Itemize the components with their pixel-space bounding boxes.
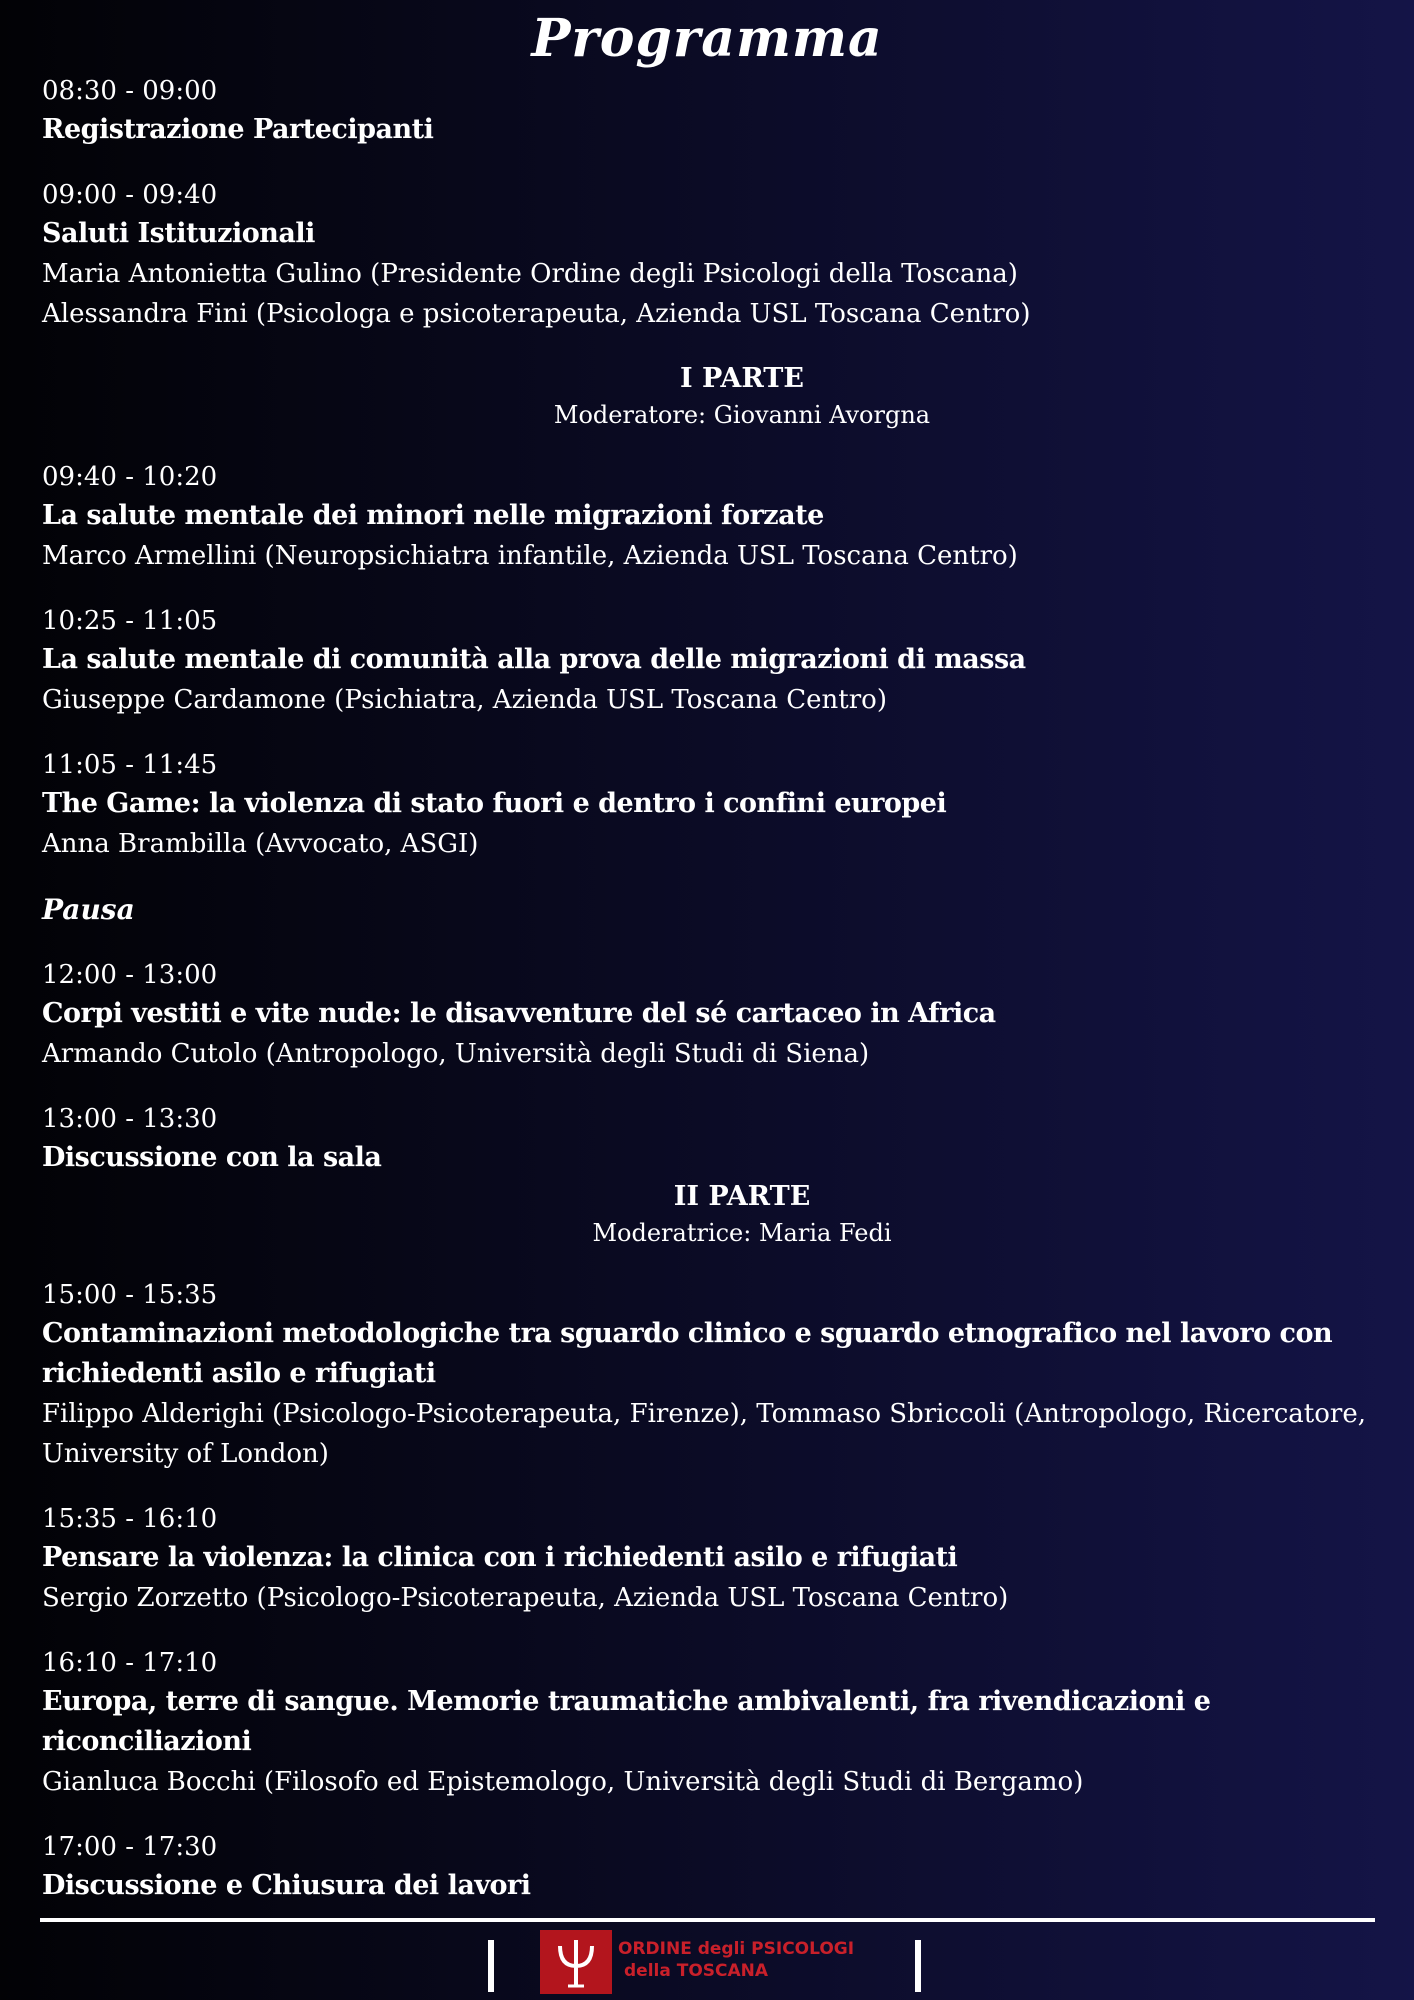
session-title: Pensare la violenza: la clinica con i richiedenti asilo e rifugiati bbox=[42, 1542, 958, 1573]
session-speaker: Armando Cutolo (Antropologo, Università degli Studi di Siena) bbox=[42, 1039, 870, 1069]
session-title: Discussione con la sala bbox=[42, 1142, 382, 1173]
logo-line-2: della TOSCANA bbox=[624, 1961, 769, 1981]
session-speaker: Sergio Zorzetto (Psicologo-Psicoterapeuta, Azienda USL Toscana Centro) bbox=[42, 1583, 1009, 1613]
session-item bbox=[42, 956, 1382, 1074]
logo-line-1: ORDINE degli PSICOLOGI bbox=[618, 1939, 855, 1959]
footer bbox=[0, 1930, 1414, 2000]
footer-bar-left bbox=[488, 1940, 494, 1992]
part-moderator: Moderatore: Giovanni Avorgna bbox=[553, 401, 931, 429]
session-time: 09:40 - 10:20 bbox=[42, 462, 218, 492]
session-title: Europa, terre di sangue. Memorie traumatiche ambivalenti, fra rivendicazioni e riconciliazioni bbox=[42, 1686, 1211, 1757]
session-title: La salute mentale dei minori nelle migrazioni forzate bbox=[42, 500, 824, 531]
session-item bbox=[42, 1644, 1382, 1802]
session-title: Discussione e Chiusura dei lavori bbox=[42, 1870, 531, 1901]
session-time: 15:00 - 15:35 bbox=[42, 1280, 218, 1310]
footer-divider bbox=[40, 1918, 1375, 1922]
session-time: 13:00 - 13:30 bbox=[42, 1104, 218, 1134]
footer-bar-right bbox=[915, 1940, 921, 1992]
session-item bbox=[42, 602, 1382, 720]
session-speaker: Giuseppe Cardamone (Psichiatra, Azienda USL Toscana Centro) bbox=[42, 685, 887, 715]
session-item bbox=[42, 746, 1382, 864]
session-time: 09:00 - 09:40 bbox=[42, 180, 218, 210]
session-time: 16:10 - 17:10 bbox=[42, 1648, 218, 1678]
session-closing bbox=[42, 1828, 1382, 1906]
session-title: La salute mentale di comunità alla prova delle migrazioni di massa bbox=[42, 644, 1026, 675]
session-discussion bbox=[42, 1100, 1382, 1178]
session-speaker: Maria Antonietta Gulino (Presidente Ordine degli Psicologi della Toscana) bbox=[42, 259, 1018, 289]
logo-text bbox=[618, 1938, 854, 1982]
session-speaker: Marco Armellini (Neuropsichiatra infantile, Azienda USL Toscana Centro) bbox=[42, 541, 1018, 571]
part-title: II PARTE bbox=[673, 1181, 811, 1212]
session-title: Corpi vestiti e vite nude: le disavventure del sé cartaceo in Africa bbox=[42, 998, 996, 1029]
part-moderator: Moderatrice: Maria Fedi bbox=[592, 1219, 892, 1247]
session-item bbox=[42, 1500, 1382, 1618]
session-speaker: Alessandra Fini (Psicologa e psicoterapeuta, Azienda USL Toscana Centro) bbox=[42, 299, 1031, 329]
session-time: 10:25 - 11:05 bbox=[42, 606, 218, 636]
part-one-header bbox=[42, 360, 1382, 432]
session-title: Contaminazioni metodologiche tra sguardo clinico e sguardo etnografico nel lavoro con richiedenti asilo e rifugiati bbox=[42, 1318, 1333, 1389]
session-speaker: Anna Brambilla (Avvocato, ASGI) bbox=[42, 829, 479, 859]
session-speaker: Filippo Alderighi (Psicologo-Psicoterapeuta, Firenze), Tommaso Sbriccoli (Antropologo, Ricercatore, University of London) bbox=[42, 1399, 1366, 1469]
psi-symbol-icon bbox=[540, 1930, 612, 1994]
session-time: 17:00 - 17:30 bbox=[42, 1832, 218, 1862]
part-title: I PARTE bbox=[680, 363, 804, 394]
session-speaker: Gianluca Bocchi (Filosofo ed Epistemologo, Università degli Studi di Bergamo) bbox=[42, 1767, 1084, 1797]
session-greetings bbox=[42, 176, 1382, 334]
session-time: 15:35 - 16:10 bbox=[42, 1504, 218, 1534]
session-item bbox=[42, 458, 1382, 576]
ordine-psicologi-logo bbox=[540, 1930, 880, 1994]
part-two-header bbox=[42, 1178, 1382, 1250]
page-title: Programma bbox=[531, 8, 883, 69]
session-title: The Game: la violenza di stato fuori e dentro i confini europei bbox=[42, 788, 947, 819]
program-list bbox=[42, 72, 1382, 1906]
session-registration bbox=[42, 72, 1382, 150]
session-time: 08:30 - 09:00 bbox=[42, 76, 218, 106]
session-time: 11:05 - 11:45 bbox=[42, 750, 218, 780]
session-title: Saluti Istituzionali bbox=[42, 218, 315, 249]
session-time: 12:00 - 13:00 bbox=[42, 960, 218, 990]
pause-label: Pausa bbox=[42, 893, 135, 926]
session-item bbox=[42, 1276, 1382, 1474]
session-title: Registrazione Partecipanti bbox=[42, 114, 434, 145]
